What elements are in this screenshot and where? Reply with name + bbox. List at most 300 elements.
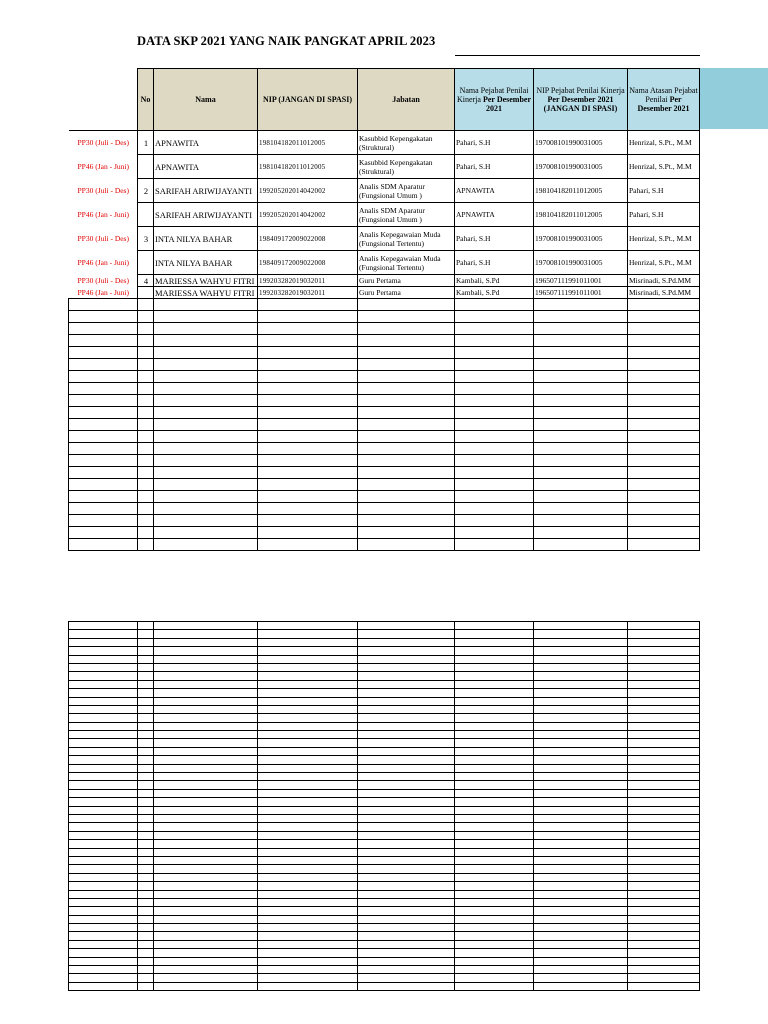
empty-cell xyxy=(154,705,258,713)
empty-cell xyxy=(455,739,534,747)
empty-cell xyxy=(628,705,700,713)
period-label: PP30 (Juli - Des) xyxy=(69,131,138,155)
empty-row xyxy=(69,823,700,831)
empty-cell xyxy=(138,443,154,455)
empty-cell xyxy=(154,974,258,982)
empty-cell xyxy=(69,848,138,856)
empty-cell xyxy=(358,840,455,848)
empty-cell xyxy=(138,672,154,680)
empty-cell xyxy=(258,383,358,395)
empty-cell xyxy=(69,915,138,923)
jabatan-cell: Kasubbid Kepengakatan (Struktural) xyxy=(358,131,455,155)
empty-cell xyxy=(358,865,455,873)
empty-cell xyxy=(455,323,534,335)
empty-cell xyxy=(154,371,258,383)
empty-cell xyxy=(358,622,455,630)
table-row xyxy=(69,131,700,155)
empty-cell xyxy=(258,806,358,814)
table-row xyxy=(69,287,700,299)
empty-row xyxy=(69,739,700,747)
empty-cell xyxy=(69,747,138,755)
empty-cell xyxy=(154,655,258,663)
empty-cell xyxy=(455,806,534,814)
empty-cell xyxy=(138,479,154,491)
empty-cell xyxy=(358,731,455,739)
empty-cell xyxy=(628,443,700,455)
empty-cell xyxy=(258,705,358,713)
empty-cell xyxy=(154,747,258,755)
period-label: PP46 (Jan - Juni) xyxy=(69,287,138,299)
empty-cell xyxy=(628,865,700,873)
empty-cell xyxy=(69,395,138,407)
empty-cell xyxy=(358,722,455,730)
empty-row xyxy=(69,764,700,772)
empty-cell xyxy=(154,932,258,940)
empty-cell xyxy=(69,539,138,551)
empty-cell xyxy=(628,848,700,856)
empty-cell xyxy=(455,856,534,864)
empty-cell xyxy=(69,856,138,864)
empty-cell xyxy=(138,932,154,940)
empty-row xyxy=(69,722,700,730)
period-label: PP30 (Juli - Des) xyxy=(69,179,138,203)
empty-cell xyxy=(69,335,138,347)
empty-cell xyxy=(534,622,628,630)
empty-cell xyxy=(358,814,455,822)
header-row xyxy=(69,69,700,131)
empty-cell xyxy=(628,747,700,755)
empty-cell xyxy=(628,898,700,906)
empty-cell xyxy=(258,722,358,730)
empty-row xyxy=(69,383,700,395)
empty-cell xyxy=(628,479,700,491)
empty-cell xyxy=(534,647,628,655)
empty-cell xyxy=(258,873,358,881)
empty-cell xyxy=(138,915,154,923)
empty-cell xyxy=(138,689,154,697)
empty-cell xyxy=(69,966,138,974)
empty-cell xyxy=(138,957,154,965)
row-number: 1 xyxy=(138,131,154,155)
empty-cell xyxy=(455,722,534,730)
empty-cell xyxy=(358,467,455,479)
empty-cell xyxy=(358,932,455,940)
empty-cell xyxy=(628,764,700,772)
empty-cell xyxy=(534,323,628,335)
nama-cell: INTA NILYA BAHAR xyxy=(154,251,258,275)
empty-cell xyxy=(258,395,358,407)
empty-cell xyxy=(534,479,628,491)
empty-cell xyxy=(69,323,138,335)
empty-cell xyxy=(258,647,358,655)
empty-cell xyxy=(358,455,455,467)
empty-cell xyxy=(258,299,358,311)
empty-cell xyxy=(628,840,700,848)
empty-cell xyxy=(154,431,258,443)
atasan-cell: Misrinadi, S.Pd.MM xyxy=(628,287,700,299)
empty-cell xyxy=(154,515,258,527)
empty-cell xyxy=(138,940,154,948)
empty-cell xyxy=(358,383,455,395)
empty-row xyxy=(69,798,700,806)
empty-cell xyxy=(628,680,700,688)
empty-row xyxy=(69,443,700,455)
empty-cell xyxy=(358,689,455,697)
empty-cell xyxy=(358,831,455,839)
empty-cell xyxy=(358,335,455,347)
empty-cell xyxy=(69,622,138,630)
empty-cell xyxy=(534,311,628,323)
nip-cell: 198409172009022008 xyxy=(258,227,358,251)
empty-cell xyxy=(534,890,628,898)
empty-cell xyxy=(258,814,358,822)
empty-cell xyxy=(138,747,154,755)
pejabat-nip-cell: 198104182011012005 xyxy=(534,179,628,203)
empty-cell xyxy=(138,455,154,467)
empty-cell xyxy=(455,957,534,965)
empty-cell xyxy=(138,503,154,515)
empty-cell xyxy=(154,814,258,822)
empty-cell xyxy=(455,747,534,755)
empty-cell xyxy=(358,407,455,419)
empty-row xyxy=(69,419,700,431)
empty-cell xyxy=(154,697,258,705)
empty-cell xyxy=(154,630,258,638)
empty-cell xyxy=(138,831,154,839)
empty-cell xyxy=(69,455,138,467)
row-number xyxy=(138,287,154,299)
empty-cell xyxy=(358,764,455,772)
empty-cell xyxy=(358,848,455,856)
empty-cell xyxy=(358,806,455,814)
empty-cell xyxy=(69,431,138,443)
jabatan-cell: Guru Pertama xyxy=(358,275,455,287)
pejabat-cell: Pahari, S.H xyxy=(455,131,534,155)
empty-cell xyxy=(154,672,258,680)
empty-cell xyxy=(69,840,138,848)
empty-cell xyxy=(258,731,358,739)
empty-cell xyxy=(69,773,138,781)
atasan-cell: Pahari, S.H xyxy=(628,179,700,203)
empty-cell xyxy=(258,773,358,781)
empty-cell xyxy=(358,898,455,906)
empty-cell xyxy=(69,655,138,663)
empty-cell xyxy=(258,747,358,755)
empty-cell xyxy=(455,974,534,982)
empty-cell xyxy=(138,491,154,503)
empty-cell xyxy=(138,739,154,747)
pejabat-nip-cell: 198104182011012005 xyxy=(534,203,628,227)
empty-cell xyxy=(455,823,534,831)
empty-row xyxy=(69,680,700,688)
empty-cell xyxy=(628,915,700,923)
empty-cell xyxy=(138,773,154,781)
empty-cell xyxy=(534,806,628,814)
empty-cell xyxy=(455,731,534,739)
header-pejabat-nip xyxy=(534,69,628,131)
empty-cell xyxy=(258,831,358,839)
empty-cell xyxy=(258,443,358,455)
empty-cell xyxy=(258,764,358,772)
empty-cell xyxy=(258,957,358,965)
empty-cell xyxy=(534,419,628,431)
empty-cell xyxy=(138,371,154,383)
empty-row xyxy=(69,491,700,503)
empty-cell xyxy=(258,966,358,974)
empty-cell xyxy=(258,407,358,419)
nip-cell: 199205202014042002 xyxy=(258,203,358,227)
empty-cell xyxy=(358,890,455,898)
jabatan-cell: Analis Kepegawaian Muda (Fungsional Tertentu) xyxy=(358,227,455,251)
table-row xyxy=(69,251,700,275)
empty-cell xyxy=(628,383,700,395)
empty-cell xyxy=(69,789,138,797)
empty-cell xyxy=(258,915,358,923)
empty-row xyxy=(69,873,700,881)
empty-cell xyxy=(258,455,358,467)
table-row xyxy=(69,179,700,203)
empty-cell xyxy=(628,974,700,982)
empty-cell xyxy=(455,491,534,503)
empty-cell xyxy=(69,407,138,419)
empty-cell xyxy=(534,739,628,747)
empty-row xyxy=(69,890,700,898)
empty-cell xyxy=(154,359,258,371)
empty-cell xyxy=(455,335,534,347)
empty-cell xyxy=(534,747,628,755)
empty-cell xyxy=(138,781,154,789)
empty-cell xyxy=(534,756,628,764)
empty-cell xyxy=(138,705,154,713)
blank-grid xyxy=(68,621,700,991)
empty-cell xyxy=(154,455,258,467)
empty-cell xyxy=(154,311,258,323)
empty-cell xyxy=(358,982,455,990)
empty-cell xyxy=(258,982,358,990)
empty-cell xyxy=(628,823,700,831)
empty-cell xyxy=(358,966,455,974)
empty-row xyxy=(69,731,700,739)
empty-cell xyxy=(138,966,154,974)
empty-cell xyxy=(628,527,700,539)
empty-cell xyxy=(69,949,138,957)
empty-row xyxy=(69,697,700,705)
nip-cell: 199203282019032011 xyxy=(258,287,358,299)
table-row xyxy=(69,155,700,179)
empty-cell xyxy=(69,467,138,479)
empty-cell xyxy=(358,539,455,551)
empty-cell xyxy=(138,407,154,419)
empty-row xyxy=(69,840,700,848)
empty-cell xyxy=(628,630,700,638)
empty-cell xyxy=(358,371,455,383)
jabatan-cell: Analis SDM Aparatur (Fungsional Umum ) xyxy=(358,179,455,203)
empty-cell xyxy=(534,764,628,772)
atasan-cell: Henrizal, S.Pt., M.M xyxy=(628,251,700,275)
empty-cell xyxy=(628,932,700,940)
empty-cell xyxy=(455,898,534,906)
empty-cell xyxy=(455,503,534,515)
empty-cell xyxy=(534,371,628,383)
empty-cell xyxy=(154,395,258,407)
empty-cell xyxy=(69,371,138,383)
empty-cell xyxy=(455,764,534,772)
empty-row xyxy=(69,932,700,940)
empty-cell xyxy=(358,756,455,764)
empty-cell xyxy=(628,831,700,839)
jabatan-cell: Guru Pertama xyxy=(358,287,455,299)
empty-cell xyxy=(358,527,455,539)
empty-cell xyxy=(455,756,534,764)
empty-cell xyxy=(69,714,138,722)
empty-cell xyxy=(154,915,258,923)
empty-cell xyxy=(534,407,628,419)
nip-cell: 198409172009022008 xyxy=(258,251,358,275)
empty-cell xyxy=(154,491,258,503)
empty-cell xyxy=(154,467,258,479)
empty-cell xyxy=(358,697,455,705)
empty-cell xyxy=(154,773,258,781)
empty-cell xyxy=(138,722,154,730)
empty-cell xyxy=(455,781,534,789)
empty-cell xyxy=(69,705,138,713)
pejabat-cell: Kambali, S.Pd xyxy=(455,287,534,299)
empty-cell xyxy=(534,840,628,848)
atasan-cell: Henrizal, S.Pt., M.M xyxy=(628,227,700,251)
empty-cell xyxy=(358,630,455,638)
jabatan-cell: Analis SDM Aparatur (Fungsional Umum ) xyxy=(358,203,455,227)
nama-cell: INTA NILYA BAHAR xyxy=(154,227,258,251)
empty-cell xyxy=(258,630,358,638)
pejabat-nip-cell: 197008101990031005 xyxy=(534,131,628,155)
empty-cell xyxy=(628,311,700,323)
empty-cell xyxy=(628,663,700,671)
empty-cell xyxy=(358,705,455,713)
empty-cell xyxy=(628,739,700,747)
empty-cell xyxy=(358,739,455,747)
empty-cell xyxy=(534,873,628,881)
nama-cell: APNAWITA xyxy=(154,155,258,179)
empty-row xyxy=(69,898,700,906)
empty-cell xyxy=(138,311,154,323)
empty-cell xyxy=(154,539,258,551)
empty-cell xyxy=(69,689,138,697)
empty-cell xyxy=(154,907,258,915)
empty-cell xyxy=(69,419,138,431)
empty-cell xyxy=(628,789,700,797)
empty-cell xyxy=(534,823,628,831)
empty-cell xyxy=(154,622,258,630)
empty-cell xyxy=(534,957,628,965)
empty-cell xyxy=(69,731,138,739)
empty-cell xyxy=(628,371,700,383)
empty-cell xyxy=(534,467,628,479)
empty-cell xyxy=(154,419,258,431)
empty-cell xyxy=(138,865,154,873)
empty-cell xyxy=(69,739,138,747)
period-label: PP30 (Juli - Des) xyxy=(69,227,138,251)
empty-cell xyxy=(154,940,258,948)
empty-cell xyxy=(138,798,154,806)
empty-cell xyxy=(534,395,628,407)
empty-cell xyxy=(138,347,154,359)
empty-cell xyxy=(69,638,138,646)
empty-cell xyxy=(258,781,358,789)
empty-cell xyxy=(358,359,455,371)
empty-cell xyxy=(69,647,138,655)
empty-cell xyxy=(358,672,455,680)
empty-cell xyxy=(534,455,628,467)
empty-cell xyxy=(358,907,455,915)
empty-cell xyxy=(154,299,258,311)
empty-cell xyxy=(69,940,138,948)
empty-row xyxy=(69,974,700,982)
empty-row xyxy=(69,915,700,923)
empty-cell xyxy=(154,890,258,898)
empty-cell xyxy=(258,856,358,864)
empty-cell xyxy=(138,814,154,822)
empty-cell xyxy=(455,915,534,923)
empty-cell xyxy=(455,882,534,890)
empty-cell xyxy=(258,335,358,347)
empty-cell xyxy=(258,882,358,890)
empty-cell xyxy=(628,966,700,974)
empty-cell xyxy=(154,957,258,965)
empty-cell xyxy=(455,714,534,722)
empty-cell xyxy=(138,806,154,814)
pejabat-cell: APNAWITA xyxy=(455,203,534,227)
empty-cell xyxy=(628,467,700,479)
empty-cell xyxy=(534,697,628,705)
empty-cell xyxy=(138,907,154,915)
empty-cell xyxy=(258,419,358,431)
empty-cell xyxy=(534,663,628,671)
empty-cell xyxy=(154,407,258,419)
empty-cell xyxy=(534,882,628,890)
empty-row xyxy=(69,323,700,335)
header-jabatan: Jabatan xyxy=(358,69,455,131)
empty-cell xyxy=(534,299,628,311)
empty-cell xyxy=(138,840,154,848)
empty-cell xyxy=(455,395,534,407)
empty-cell xyxy=(138,731,154,739)
empty-cell xyxy=(628,491,700,503)
empty-cell xyxy=(69,697,138,705)
empty-cell xyxy=(534,898,628,906)
empty-cell xyxy=(534,982,628,990)
empty-cell xyxy=(138,714,154,722)
empty-cell xyxy=(258,680,358,688)
empty-cell xyxy=(69,957,138,965)
empty-cell xyxy=(258,431,358,443)
empty-cell xyxy=(154,966,258,974)
empty-row xyxy=(69,966,700,974)
empty-cell xyxy=(358,714,455,722)
empty-cell xyxy=(138,467,154,479)
empty-cell xyxy=(628,856,700,864)
empty-cell xyxy=(628,455,700,467)
empty-cell xyxy=(258,311,358,323)
empty-cell xyxy=(358,781,455,789)
empty-cell xyxy=(455,840,534,848)
empty-cell xyxy=(154,663,258,671)
empty-cell xyxy=(258,689,358,697)
empty-cell xyxy=(258,949,358,957)
table-row xyxy=(69,203,700,227)
empty-cell xyxy=(628,697,700,705)
period-label: PP46 (Jan - Juni) xyxy=(69,155,138,179)
empty-cell xyxy=(628,949,700,957)
